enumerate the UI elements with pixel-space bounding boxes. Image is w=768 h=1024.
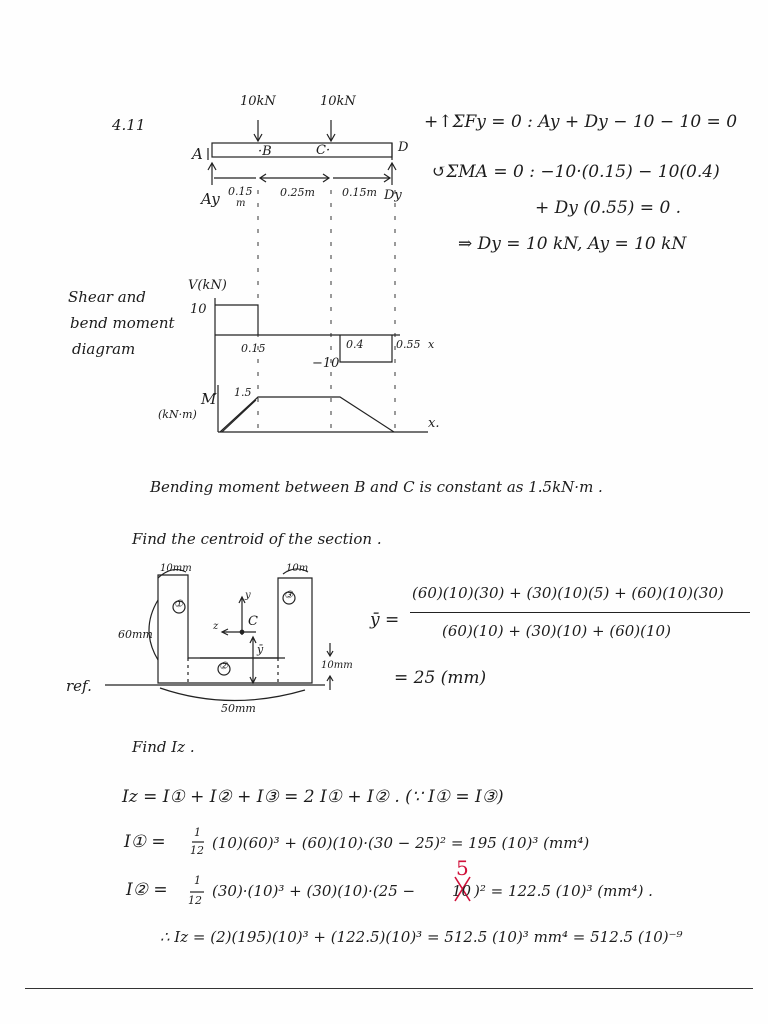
dim1-label: 0.15 [228,185,253,198]
part-2-label: ② [219,661,228,672]
reaction-d-label: Dy [384,188,402,203]
point-c-label: C· [316,143,331,158]
sum-ma-eq-1: ↺ΣMA = 0 : −10·(0.15) − 10(0.4) [432,162,720,182]
shear-tick-3: 0.55 [396,338,421,351]
ybar-numerator: (60)(10)(30) + (30)(10)(5) + (60)(10)(30) [412,584,724,602]
shear-axis-label: V(kN) [188,278,227,293]
bottom-rule [25,988,753,989]
dim2-label: 0.25m [280,186,315,199]
moment-x-label: x. [428,416,440,431]
bending-note: Bending moment between B and C is constant as 1.5kN·m . [150,478,603,496]
i1-frac-num: 1 [194,826,201,839]
beam-body [212,143,392,157]
ybar-fraction-bar [410,612,750,613]
sum-ma-eq-2: + Dy (0.55) = 0 . [535,198,682,218]
iz-heading: Find Iz . [132,738,195,756]
dim1-unit: m [236,198,246,209]
centroid-y-label: y [245,590,251,601]
centroid-c-label: C [248,614,258,629]
i1-rhs: (10)(60)³ + (60)(10)·(30 − 25)² = 195 (10)³ (mm⁴) [212,834,590,852]
i1-frac-den: 12 [190,844,204,857]
point-a-label: A [192,145,203,163]
ybar-result: = 25 (mm) [394,668,487,688]
shear-pos-value: 10 [190,302,207,317]
sum-fy-eq: +↑ΣFy = 0 : Ay + Dy − 10 − 10 = 0 [424,112,738,132]
shear-tick-2: 0.4 [346,338,364,351]
centroid-z-label: z [213,621,219,632]
reaction-result: ⇒ Dy = 10 kN, Ay = 10 kN [458,234,687,254]
moment-peak-value: 1.5 [234,386,252,399]
i2-correction: 5 [456,856,469,880]
shear-neg-value: −10 [312,356,340,371]
problem-number: 4.11 [112,116,146,134]
dim-width: 50mm [221,702,256,715]
dim-height: 60mm [118,628,153,641]
diagram-label-3: diagram [72,340,136,358]
centroid-heading: Find the centroid of the section . [132,530,382,548]
shear-curve [215,305,258,335]
point-d-label: D [398,140,409,155]
part-1-label: ① [174,599,183,610]
part-3-label: ③ [284,590,293,601]
load1-label: 10kN [240,94,276,109]
diagram-label-2: bend moment [70,314,175,332]
i1-lhs: I① = [124,832,166,852]
moment-curve [220,397,394,432]
dim3-label: 0.15m [342,186,377,199]
shear-tick-1: 0.15 [241,342,266,355]
i2-rhs-b: )² = 122.5 (10)³ (mm⁴) . [474,882,653,900]
moment-axis-unit: (kN·m) [158,408,197,421]
dim-top-right: 10m [286,563,309,574]
ybar-denominator: (60)(10) + (30)(10) + (60)(10) [442,622,671,640]
dim-bottom: 10mm [321,660,353,671]
dim-top-left: 10mm [160,563,192,574]
i2-crossed-value: 10 [452,882,472,900]
shear-x-label: x [428,338,435,351]
iz-final: ∴ Iz = (2)(195)(10)³ + (122.5)(10)³ = 512.5 (10)³ mm⁴ = 512.5 (10)⁻⁹ [160,928,683,946]
iz-line-1: Iz = I① + I② + I③ = 2 I① + I② . (∵ I① = I③) [122,787,504,807]
i2-lhs: I② = [126,880,168,900]
reaction-a-label: Ay [201,190,220,208]
centroid-ybar-label: ȳ [257,643,264,656]
load2-label: 10kN [320,94,356,109]
moment-axis-label: M [201,390,217,408]
i2-frac-num: 1 [194,874,201,887]
ref-label: ref. [66,677,92,695]
ybar-symbol: ȳ = [370,610,400,630]
point-b-label: ·B [258,144,272,159]
i2-frac-den: 12 [188,894,202,907]
diagram-label-1: Shear and [68,288,146,306]
i2-rhs-a: (30)·(10)³ + (30)(10)·(25 − [212,882,416,900]
